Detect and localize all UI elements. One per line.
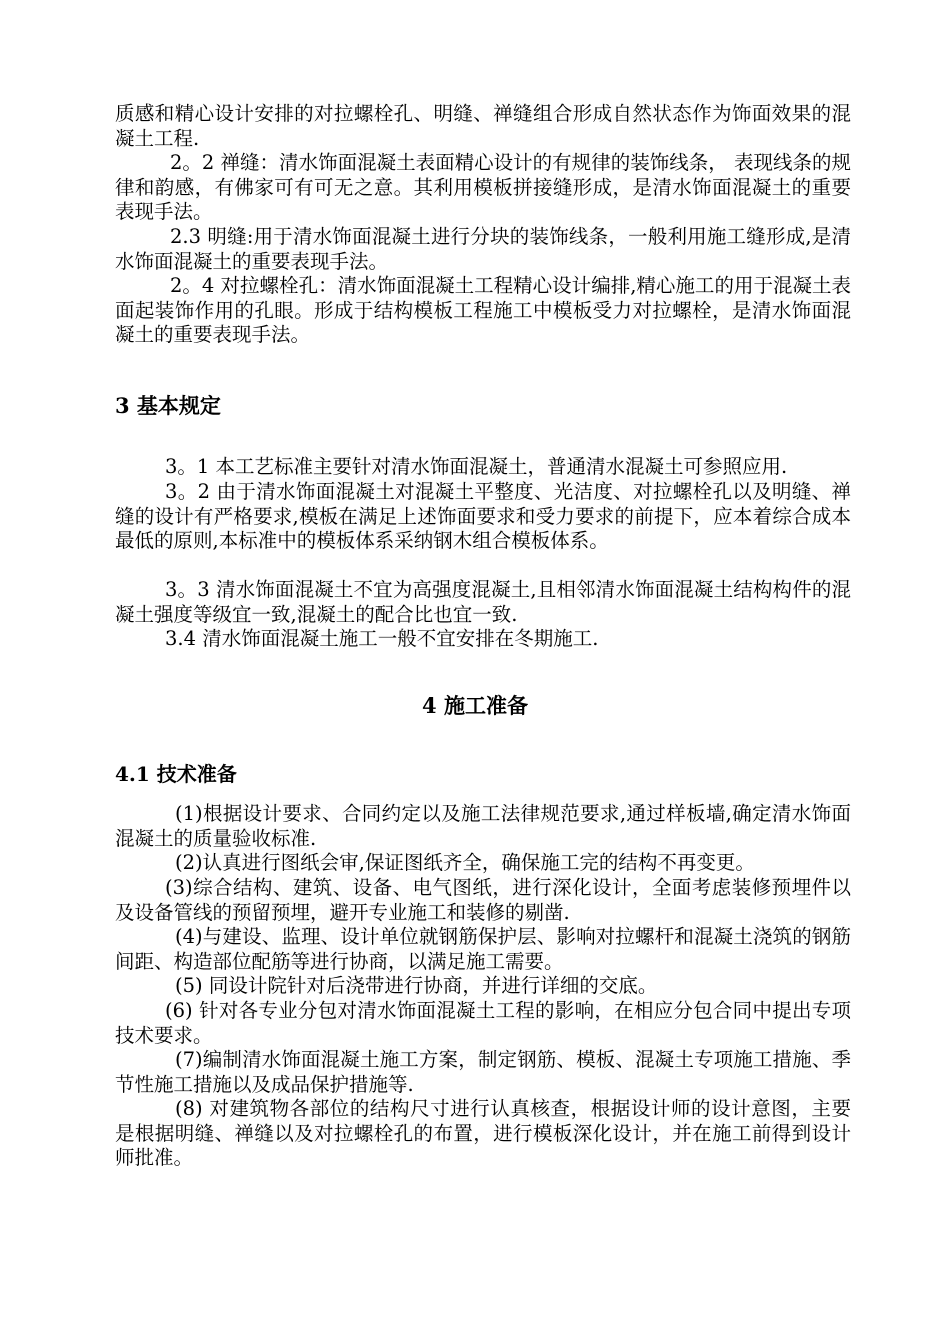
prep-item-6: (6) 针对各专业分包对清水饰面混凝土工程的影响，在相应分包合同中提出专项技术要求。 bbox=[115, 999, 851, 1047]
prep-item-2: (2)认真进行图纸会审,保证图纸齐全，确保施工完的结构不再变更。 bbox=[175, 851, 755, 874]
prep-item-1: (1)根据设计要求、合同约定以及施工法律规范要求,通过样板墙,确定清水饰面混凝土的质量验收标准. bbox=[115, 802, 851, 850]
prep-item-7: (7)编制清水饰面混凝土施工方案，制定钢筋、模板、混凝土专项施工措施、季节性施工措施以及成品保护措施等. bbox=[115, 1048, 851, 1096]
rule-3-2: 3。2 由于清水饰面混凝土对混凝土平整度、光洁度、对拉螺栓孔以及明缝、禅缝的设计有严格要求,模板在满足上述饰面要求和受力要求的前提下，应本着综合成本最低的原则,本标准中的模板体系采纳钢木组合模板体系。 bbox=[115, 480, 851, 552]
prep-item-4: (4)与建设、监理、设计单位就钢筋保护层、影响对拉螺杆和混凝土浇筑的钢筋间距、构造部位配筋等进行协商，以满足施工需要。 bbox=[115, 925, 851, 973]
rule-3-3: 3。3 清水饰面混凝土不宜为高强度混凝土,且相邻清水饰面混凝土结构构件的混凝土强度等级宜一致,混凝土的配合比也宜一致. bbox=[115, 578, 851, 626]
prep-item-5: (5) 同设计院针对后浇带进行协商，并进行详细的交底。 bbox=[175, 974, 658, 997]
section-3-heading: 3 基本规定 bbox=[115, 393, 221, 418]
definition-2-4: 2。4 对拉螺栓孔：清水饰面混凝土工程精心设计编排,精心施工的用于混凝土表面起装饰作用的孔眼。形成于结构模板工程施工中模板受力对拉螺栓，是清水饰面混凝土的重要表现手法。 bbox=[115, 274, 851, 346]
rule-3-4: 3.4 清水饰面混凝土施工一般不宜安排在冬期施工. bbox=[165, 627, 599, 650]
rule-3-1: 3。1 本工艺标准主要针对清水饰面混凝土，普通清水混凝土可参照应用. bbox=[165, 455, 788, 478]
paragraph-continued: 质感和精心设计安排的对拉螺栓孔、明缝、禅缝组合形成自然状态作为饰面效果的混凝土工程. bbox=[115, 102, 851, 150]
section-4-1-heading: 4.1 技术准备 bbox=[115, 762, 237, 786]
prep-item-3: (3)综合结构、建筑、设备、电气图纸，进行深化设计，全面考虑装修预埋件以及设备管线的预留预埋，避开专业施工和装修的剔凿. bbox=[115, 876, 851, 924]
definition-2-3: 2.3 明缝:用于清水饰面混凝土进行分块的装饰线条，一般利用施工缝形成,是清水饰面混凝土的重要表现手法。 bbox=[115, 225, 851, 273]
section-4-heading: 4 施工准备 bbox=[422, 693, 528, 718]
definition-2-2: 2。2 禅缝：清水饰面混凝土表面精心设计的有规律的装饰线条， 表现线条的规律和韵感，有佛家可有可无之意。其利用模板拼接缝形成，是清水饰面混凝土的重要表现手法。 bbox=[115, 151, 851, 223]
prep-item-8: (8) 对建筑物各部位的结构尺寸进行认真核查，根据设计师的设计意图，主要是根据明缝、禅缝以及对拉螺栓孔的布置，进行模板深化设计，并在施工前得到设计师批准。 bbox=[115, 1097, 851, 1169]
